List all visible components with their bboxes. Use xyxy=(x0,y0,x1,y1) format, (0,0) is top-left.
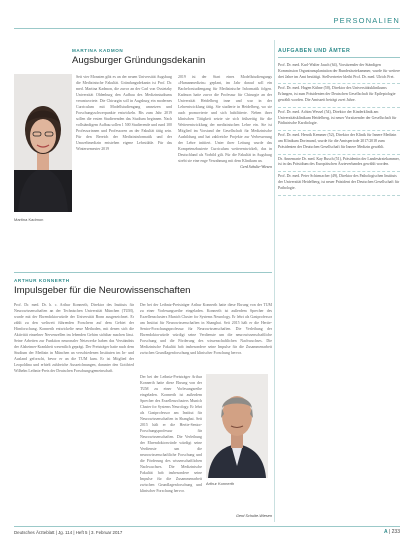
sidebar xyxy=(278,48,400,196)
article1-col2-text: 2019 ist der Start eines Modellstudiengangs »Humanmedizin« geplant, im Jahr darauf soll ein Bachelorstudiengang für Medizinische Informatik folgen. Kadmon hatte zuvor die Professur für Chirurgie an der Universität Heidelberg inne und war in der Lehrentwicklung tätig. Sie studierte in Heidelberg, wo sie auch promovierte und sich habilitierte. Neben ihrer klinischen Tätigkeit setzte sie sich frühzeitig für die Weiterentwicklung der medizinischen Lehre ein. Sie ist Mitglied im Vorstand der Gesellschaft für Medizinische Ausbildung und hat zahlreiche Projekte zur Verbesserung der Lehre initiiert. Unter ihrer Leitung wurde das Kompetenzbasierte Curriculum weiterentwickelt, das in Deutschland als Vorbild gilt. Für die Fakultät in Augsburg strebt sie eine enge Verzahnung mit dem Klinikum an. xyxy=(178,75,272,163)
article2-col2-lower xyxy=(140,374,202,520)
article2-col1-text: Prof. Dr. med. Dr. h. c. Arthur Konnerth, Direktor des Instituts für Neurowissenschaften an der Technischen Universität München (TUM), wurde mit der Ehrendoktorwürde der Universität Bonn ausgezeichnet. Er zählt zu den weltweit führenden Forschern auf dem Gebiet der Hirnforschung. Konnerth entwickelte neue Methoden, mit denen sich die Aktivität einzelner Nervenzellen im lebenden Gehirn sichtbar machen lässt. Seine Arbeiten zur Funktion neuronaler Netzwerke haben das Verständnis der Alzheimer-Krankheit wesentlich geprägt. Der Preisträger hatte nach dem Studium der Medizin in München an verschiedenen Instituten im In- und Ausland geforscht, bevor er an die TUM kam. Er ist Mitglied der Leopoldina und erhielt zahlreiche Auszeichnungen, darunter den Gottfried Wilhelm Leibniz-Preis der Deutschen Forschungsgemeinschaft. xyxy=(14,303,134,373)
footer-page xyxy=(384,529,400,535)
sidebar-title: AUFGABEN UND ÄMTER xyxy=(278,48,400,58)
article2-col2-text-a: Der bei der Leibniz-Preisträger Arthur Konnerth hatte diese Ehrung von der TUM zu einer Vorlesungsreihe eingeladen. Konnerth ist außerdem Sprecher des Exzellenzclusters Munich Cluster for Systems Neurology. Er lehrt als Gastprofessor am Institut für Neurowissenschaften in Shanghai. Seit 2015 hält er die Hertie-Senior-Forschungsprofessur für Neurowissenschaften. Die Verleihung der Ehrendoktorwürde würdigt seine Verdienste um die neurowissenschaftliche Forschung und die Förderung des wissenschaftlichen Nachwuchses. Die Medizinische Fakultät hob insbesondere seine Impulse für die Zusammenarbeit zwischen Grundlagenforschung und klinischer Forschung hervor. xyxy=(140,303,272,355)
footer-rule xyxy=(14,526,400,527)
footer-page-sep: | xyxy=(388,529,391,535)
kadmon-caption: Martina Kadmon xyxy=(14,217,44,222)
konnerth-photo xyxy=(206,374,268,478)
footer-page-label: A xyxy=(383,529,388,535)
article2-col2 xyxy=(140,302,272,370)
article2-headline: Impulsgeber für die Neurowissenschaften xyxy=(14,285,191,296)
sidebar-entry: Prof. Dr. med. Karl-Walter Jauch (64), Vorsitzender der Ständigen Kommission Organtransplantation der Bundesärztekammer, wurde für weitere drei Jahre im Amt bestätigt. Stellvertreter bleibt Prof. Dr. med. Ulrich Frei. xyxy=(278,61,400,84)
article-divider xyxy=(14,272,272,273)
footer-page-number: 233 xyxy=(391,529,400,535)
kadmon-photo xyxy=(14,74,72,212)
article2-kicker: ARTHUR KONNERTH xyxy=(14,278,70,283)
sidebar-entry: Dr. Annemarie Dr. med. Kay Busch (51), Präsidentin der Landesärztekammer, ist in das Präsidium des Europäischen Ärzteverbandes gewählt worden. xyxy=(278,155,400,173)
article2-byline: Gerd Schulte-Wiesen xyxy=(235,514,272,518)
article2-col1 xyxy=(14,302,134,520)
sidebar-entry: Prof. Dr. med. Achim Wessel (54), Direktor der Kinderklinik am Universitätsklinikum Heidelberg, ist neuer Vorsitzender der Gesellschaft für Pädiatrische Kardiologie. xyxy=(278,108,400,131)
section-label: PERSONALIEN xyxy=(333,16,400,25)
article1-byline: Gerd Schulte-Wiesen xyxy=(240,165,272,169)
sidebar-entry: Prof. Dr. med. Peter Schirmacher (49), Direktor des Pathologischen Instituts der Universität Heidelberg, ist neuer Präsident der Deutschen Gesellschaft für Pathologie. xyxy=(278,172,400,195)
section-rule xyxy=(14,28,400,29)
article1-col1-text: Seit vier Monaten gibt es an der neuen Universität Augsburg die Medizinische Fakultät. Gründungsdekanin ist Prof. Dr. med. Martina Kadmon, die zuvor an der Carl von Ossietzky Universität Oldenburg den Aufbau des Medizinstudiums verantwortete. Die Chirurgin soll in Augsburg ein modernes Curriculum mit Modellstudiengang umsetzen und Forschungsschwerpunkte entwickeln. Bis zum Jahr 2019 sollen die ersten Studierenden das Studium beginnen. Nach vollständigem Aufbau sollen 1 500 Studierende und rund 100 Professorinnen und Professoren an der Fakultät tätig sein. Für den Bereich der Medizininformatik und der Umweltmedizin entstehen eigene Lehrstühle. Für das Wintersemester 2019 xyxy=(76,75,172,151)
article1-col2 xyxy=(178,74,272,268)
article1-col1 xyxy=(76,74,172,268)
article1-kicker: MARTINA KADMON xyxy=(72,48,124,53)
konnerth-caption: Arthur Konnerth xyxy=(206,481,235,486)
sidebar-divider xyxy=(274,40,275,522)
sidebar-entry: Prof. Dr. med. Henrik Kemmer (52), Direktor der Klinik für Innere Medizin am Klinikum Dortmund, wurde für die Amtsperiode 2017/2018 zum Präsidenten der Deutschen Gesellschaft für Innere Medizin gewählt. xyxy=(278,131,400,154)
article2-col2-text-b: Der bei der Leibniz-Preisträger Arthur Konnerth hatte diese Ehrung von der TUM zu einer Vorlesungsreihe eingeladen. Konnerth ist außerdem Sprecher des Exzellenzclusters Munich Cluster for Systems Neurology. Er lehrt als Gastprofessor am Institut für Neurowissenschaften in Shanghai. Seit 2015 hält er die Hertie-Senior-Forschungsprofessur für Neurowissenschaften. Die Verleihung der Ehrendoktorwürde würdigt seine Verdienste um die neurowissenschaftliche Forschung und die Förderung des wissenschaftlichen Nachwuchses. Die Medizinische Fakultät hob insbesondere seine Impulse für die Zusammenarbeit zwischen Grundlagenforschung und klinischer Forschung hervor. xyxy=(140,375,202,493)
sidebar-entry: Prof. Dr. med. Hagen Kühne (50), Direktor des Universitätsklinikums Erlangen, ist zum Präsidenten der Deutschen Gesellschaft für Epileptologie gewählt worden. Die Amtszeit beträgt zwei Jahre. xyxy=(278,84,400,107)
footer-journal: Deutsches Ärzteblatt | Jg. 114 | Heft 5 | 3. Februar 2017 xyxy=(14,530,123,535)
article1-headline: Augsburger Gründungsdekanin xyxy=(72,55,206,66)
